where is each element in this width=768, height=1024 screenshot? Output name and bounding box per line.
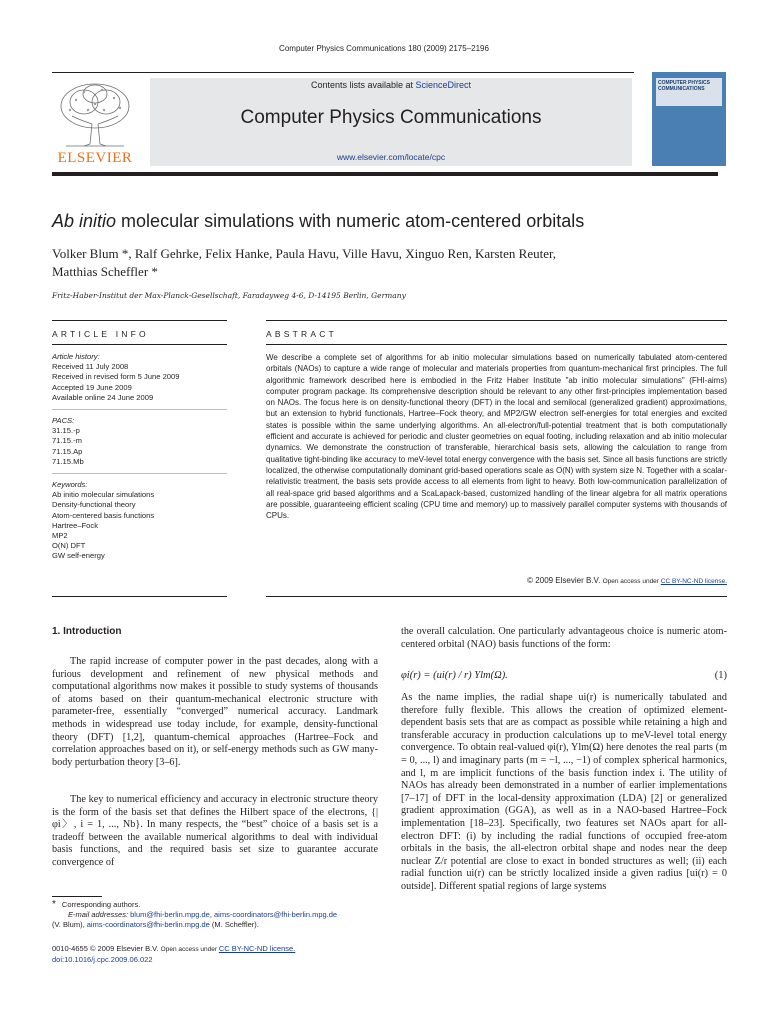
- authors-line-2: Matthias Scheffler *: [52, 264, 158, 279]
- header-thick-rule: [52, 172, 718, 176]
- keyword-item: Ab initio molecular simulations: [52, 490, 155, 500]
- keyword-item: O(N) DFT: [52, 541, 86, 551]
- footnote: [52, 900, 378, 930]
- info-divider: [52, 473, 227, 474]
- abstract-top-rule: [266, 320, 727, 321]
- footnote-corresponding-text: Corresponding authors.: [61, 900, 141, 909]
- email-link-2[interactable]: aims-coordinators@fhi-berlin.mpg.de: [214, 910, 338, 919]
- title-italic: Ab initio: [52, 211, 117, 231]
- authors-line-1: Volker Blum *, Ralf Gehrke, Felix Hanke, Paula Havu, Ville Havu, Xinguo Ren, Karsten Reuter,: [52, 246, 557, 261]
- email-link-3[interactable]: aims-coordinators@fhi-berlin.mpg.de: [86, 920, 210, 929]
- publisher-logo-text: ELSEVIER: [57, 150, 133, 166]
- article-title: [52, 210, 718, 232]
- intro-right-paragraph-2: As the name implies, the radial shape ui(r) is numerically tabulated and therefore fully flexible. This allows the creation of optimized element-dependent basis sets that are as compact as possible while retaining a high and transferable accuracy in production calculations up to meV-level total energy convergence. To obtain real-valued φi(r), Ylm(Ω) here denotes the real parts (m = 0, ..., l) and imaginary parts (m = −l, ..., −1) of complex spherical harmonics, and l, m are implicit functions of the basis function index i. The utility of NAOs has already been demonstrated in a number of earlier implementations [7–17] of DFT in the local-density approximation (LDA) [2] or generalized gradient approximation (GGA), as well as in a NAO-based Hartree–Fock implementation [18–23]. Specifically, two features set NAOs apart for all-electron DFT: (i) by including the radial functions of occupied free-atom orbitals in the basis, the all-electron orbital shape and nodes near the deep nuclear Z/r potential are close to exact in bonded structures as well; (ii) each radial function ui(r) can be strictly localized inside a given radius [ui(r) = 0 outside]. Different spatial regions of large systems: [401, 692, 727, 892]
- pacs-item: 71.15.Ap: [52, 446, 83, 456]
- pacs-item: 31.15.-p: [52, 426, 80, 436]
- journal-cover-image: [652, 72, 726, 166]
- footnote-rule: [52, 896, 102, 897]
- article-info-block: [52, 352, 227, 562]
- intro-paragraph-2: The key to numerical efficiency and accuracy in electronic structure theory is the form of the basis set that defines the Hilbert space of the electrons, {|φi〉, i = 1, ..., Nb}. In many respects, the “best” choice of a basis set is a tradeoff between the available numerical algorithms to deal with individual basis functions, and the required basis set size to guarantee accurate convergence of: [52, 794, 378, 868]
- info-bottom-rule: [52, 596, 227, 597]
- abstract-heading-rule: [266, 344, 727, 345]
- issn-text: 0010-4655 © 2009 Elsevier B.V.: [52, 944, 161, 953]
- journal-title: Computer Physics Communications: [240, 107, 542, 128]
- email-link-1[interactable]: blum@fhi-berlin.mpg.de: [130, 910, 210, 919]
- equation-number: (1): [714, 670, 727, 681]
- history-item: Received in revised form 5 June 2009: [52, 372, 180, 382]
- abstract-heading: ABSTRACT: [266, 329, 337, 339]
- intro-right-paragraph-1: the overall calculation. One particularly advantageous choice is numeric atom-centered orbital (NAO) basis functions of the form:: [401, 626, 727, 650]
- abstract-copyright: [266, 576, 727, 585]
- history-label: Article history:: [52, 352, 100, 361]
- author-list: [52, 245, 672, 281]
- pacs-item: 71.15.Mb: [52, 456, 84, 466]
- license-link[interactable]: CC BY-NC-ND license.: [660, 578, 727, 585]
- email-tail-1: (V. Blum),: [52, 920, 87, 929]
- history-item: Received 11 July 2008: [52, 362, 129, 372]
- bottom-open-access: Open access under: [160, 946, 219, 953]
- keyword-item: Atom-centered basis functions: [52, 510, 155, 520]
- issn-block: [52, 944, 452, 965]
- keyword-item: Hartree–Fock: [52, 520, 99, 530]
- keyword-item: Density-functional theory: [52, 500, 136, 510]
- pacs-label: PACS:: [52, 416, 75, 426]
- bottom-license-link[interactable]: CC BY-NC-ND license.: [218, 944, 296, 953]
- email-label: E-mail addresses:: [68, 910, 131, 919]
- copyright-text: © 2009 Elsevier B.V.: [527, 576, 603, 585]
- abstract-text: We describe a complete set of algorithms for ab initio molecular simulations based on numerically tabulated atom-centered orbitals (NAOs) to capture a wide range of molecular and materials properties from quantum-mechanical first principles. The full algorithmic framework described here is embodied in the Fritz Haber Institute "ab initio molecular simulations" (FHI-aims) computer program package. Its comprehensive description should be relevant to any other first-principles implementation based on NAOs. The focus here is on density-functional theory (DFT) in the local and semilocal (generalized gradient) approximations, but an extension to hybrid functionals, Hartree–Fock theory, and MP2/GW electron self-energies for total energies and excited states is possible within the same underlying algorithms. An all-electron/full-potential treatment that is both computationally efficient and accurate is achieved for periodic and cluster geometries on equal footing, including relaxation and ab initio molecular dynamics. We demonstrate the construction of transferable, hierarchical basis sets, allowing the calculation to range from qualitative tight-binding like accuracy to meV-level total energy convergence with the basis set. Since all basis functions are strictly localized, the otherwise computationally dominant grid-based operations scale as O(N) with system size N. Together with a scalar-relativistic treatment, the basis sets provide access to all elements from light to heavy. Both low-communication parallelization of all real-space grid based algorithms and a ScaLapack-based, customized handling of the linear algebra for all matrix operations are possible, guaranteeing efficient scaling (CPU time and memory) up to massively parallel computer systems with thousands of CPUs.: [266, 353, 727, 521]
- footnote-emails: E-mail addresses: blum@fhi-berlin.mpg.de, aims-coordinators@fhi-berlin.mpg.de: [68, 910, 338, 919]
- contents-prefix: Contents lists available at: [310, 80, 416, 90]
- article-info-heading: ARTICLE INFO: [52, 329, 149, 339]
- header-rule: [52, 72, 634, 73]
- equation-body: φi(r) = (ui(r) / r) Ylm(Ω).: [401, 670, 508, 681]
- elsevier-tree-logo: [54, 80, 136, 148]
- doi-link[interactable]: doi:10.1016/j.cpc.2009.06.022: [52, 955, 153, 964]
- history-item: Available online 24 June 2009: [52, 392, 154, 402]
- equation-1: [401, 668, 727, 688]
- info-divider: [52, 409, 227, 410]
- footnote-marker: *: [52, 899, 56, 910]
- info-heading-rule: [52, 344, 227, 345]
- footnote-corresponding: [52, 900, 378, 910]
- journal-url-link[interactable]: www.elsevier.com/locate/cpc: [336, 152, 446, 162]
- cover-title-box: [656, 78, 722, 106]
- footnote-email-line-2: [52, 920, 378, 930]
- sciencedirect-link[interactable]: ScienceDirect: [415, 80, 472, 90]
- affiliation: Fritz-Haber-Institut der Max-Planck-Gesellschaft, Faradayweg 4-6, D-14195 Berlin, Germany: [52, 291, 406, 300]
- keyword-item: GW self-energy: [52, 551, 105, 561]
- pacs-item: 71.15.-m: [52, 436, 82, 446]
- section-heading: 1. Introduction: [52, 626, 122, 637]
- contents-line: [150, 80, 632, 90]
- info-top-rule: [52, 320, 227, 321]
- keyword-item: MP2: [52, 531, 68, 541]
- cover-title: COMPUTER PHYSICS COMMUNICATIONS: [658, 80, 710, 92]
- abstract-bottom-rule: [266, 596, 727, 597]
- keywords-label: Keywords:: [52, 480, 88, 490]
- issn-line: [52, 944, 452, 955]
- title-rest: molecular simulations with numeric atom-centered orbitals: [116, 211, 585, 231]
- open-access-text: Open access under: [602, 578, 661, 585]
- history-item: Accepted 19 June 2009: [52, 382, 132, 392]
- intro-paragraph-1: The rapid increase of computer power in the past decades, along with a furious development and refinement of new physical methods and computational algorithms now makes it possible to study systems of thousands of atoms based on their quantum-mechanical electronic structure with parameter-free, essentially “converged” numerical accuracy. Landmark methods in widespread use today include, for example, density-functional theory (DFT) [1,2], quantum-chemical approaches (Hartree–Fock and correlation approaches based on it), or self-energy methods such as GW many-body perturbation theory [3–6].: [52, 656, 378, 768]
- journal-citation: Computer Physics Communications 180 (2009) 2175–2196: [279, 44, 489, 53]
- email-tail-2: (M. Scheffler).: [209, 920, 259, 929]
